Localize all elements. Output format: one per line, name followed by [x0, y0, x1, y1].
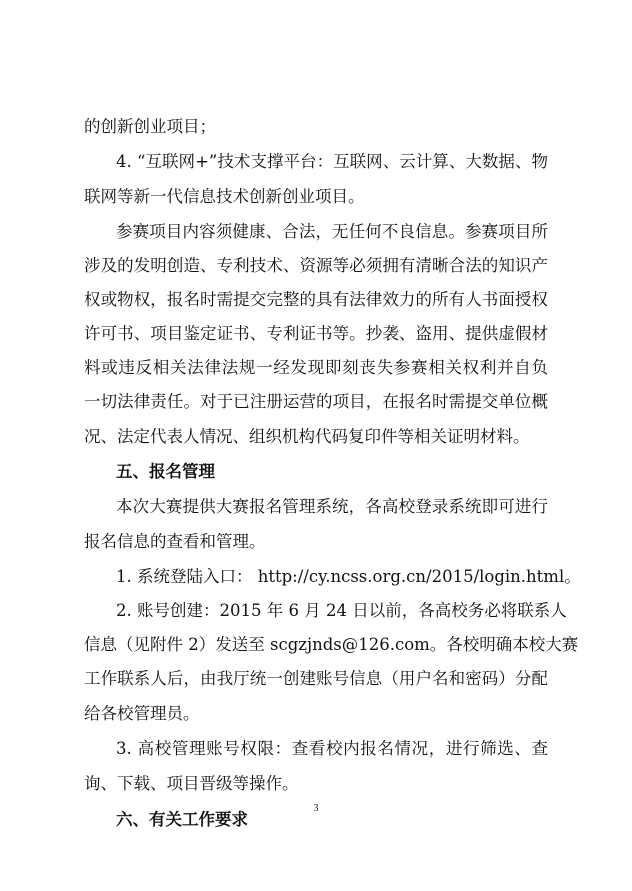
page-number: 3	[313, 803, 319, 814]
section-heading: 五、报名管理	[116, 462, 215, 481]
paragraph-line: 报名信息的查看和管理。	[84, 532, 266, 551]
list-item-line: 3. 高校管理账号权限：查看校内报名情况，进行筛选、查	[116, 739, 548, 758]
paragraph-line: 本次大赛提供大赛报名管理系统，各高校登录系统即可进行	[116, 497, 548, 516]
list-item-line: 2. 账号创建：2015 年 6 月 24 日以前，各高校务必将联系人	[116, 601, 567, 620]
paragraph-line: 的创新创业项目；	[84, 117, 216, 136]
paragraph-line: 联网等新一代信息技术创新创业项目。	[84, 187, 365, 206]
section-heading: 六、有关工作要求	[116, 810, 248, 829]
list-item-line: 给各校管理员。	[84, 704, 200, 723]
list-item-line: 工作联系人后，由我厅统一创建账号信息（用户名和密码）分配	[84, 669, 548, 688]
paragraph-line: 许可书、项目鉴定证书、专利证书等。抄袭、盗用、提供虚假材	[84, 324, 548, 343]
list-item-line: 1. 系统登陆入口： http://cy.ncss.org.cn/2015/login.html。	[116, 567, 581, 586]
paragraph-line: 涉及的发明创造、专利技术、资源等必须拥有清晰合法的知识产	[84, 256, 548, 275]
paragraph-line: 况、法定代表人情况、组织机构代码复印件等相关证明材料。	[84, 427, 530, 446]
paragraph-line: 一切法律责任。对于已注册运营的项目，在报名时需提交单位概	[84, 392, 548, 411]
paragraph-line: 参赛项目内容须健康、合法，无任何不良信息。参赛项目所	[116, 222, 548, 241]
list-item-line: 询、下载、项目晋级等操作。	[84, 774, 299, 793]
paragraph-line: 权或物权，报名时需提交完整的具有法律效力的所有人书面授权	[84, 290, 548, 309]
list-item-line: 4. “互联网+”技术支撑平台：互联网、云计算、大数据、物	[116, 152, 548, 171]
list-item-line: 信息（见附件 2）发送至 scgzjnds@126.com。各校明确本校大赛	[84, 635, 579, 654]
paragraph-line: 料或违反相关法律法规一经发现即刻丧失参赛相关权利并自负	[84, 358, 548, 377]
